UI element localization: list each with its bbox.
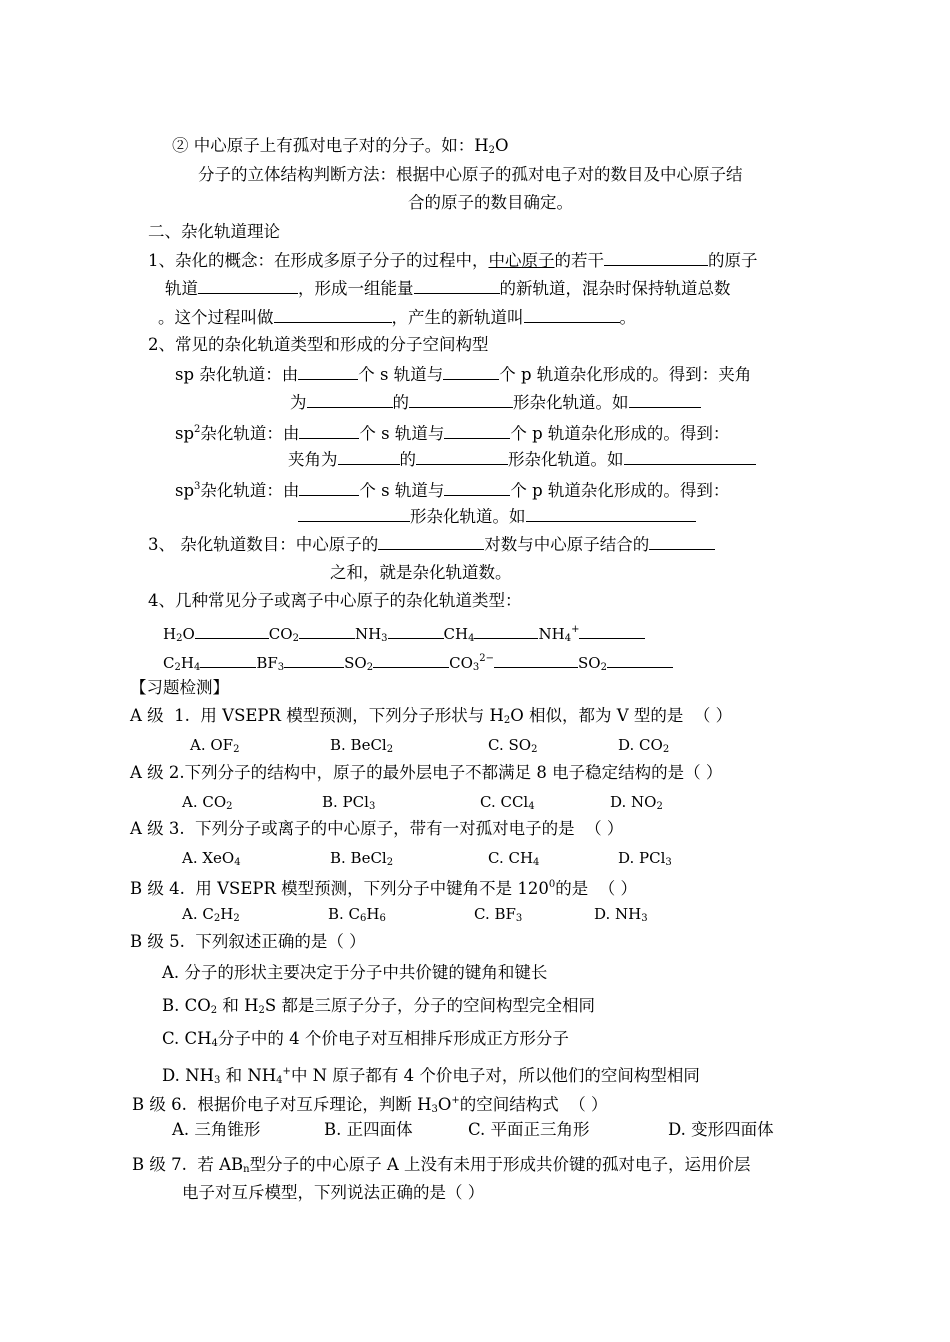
sp3-line-2: 形杂化轨道。如 (298, 505, 696, 528)
question-2: A 级 2.下列分子的结构中，原子的最外层电子不都满足 8 电子稳定结构的是（ ） (130, 763, 723, 782)
concept-line-3: 。这个过程叫做 ，产生的新轨道叫 。 (158, 308, 636, 327)
blank[interactable] (299, 422, 359, 439)
answer-paren[interactable]: （ ） (598, 879, 638, 898)
option-a[interactable]: A. 三角锥形 (172, 1120, 261, 1139)
option-b[interactable]: B. PCl$_3$ (322, 793, 376, 812)
molecule-row-1: $H_2O$ $CO_2$ $NH_3$ $CH_4$ $NH_4^+$ (163, 619, 645, 650)
question-4: B 级 4. 用 VSEPR 模型预测，下列分子中键角不是 $120^0$的是 （ ） (130, 879, 638, 898)
option-d[interactable]: D. $NH_3$ (594, 905, 648, 924)
blank[interactable] (607, 651, 673, 668)
sp2-line-1: $sp^2$杂化轨道：由 个 s 轨道与 个 p 轨道杂化形成的。得到： (175, 424, 730, 443)
sp-line-1: sp 杂化轨道：由 个 s 轨道与 个 p 轨道杂化形成的。得到：夹角 (175, 365, 752, 384)
option-b[interactable]: B. BeCl$_2$ (330, 849, 394, 868)
question-1-options (190, 734, 669, 761)
option-a[interactable]: A. XeO$_4$ (182, 849, 241, 868)
blank[interactable] (298, 505, 410, 522)
option-a[interactable]: A. $C_2H_2$ (182, 905, 240, 924)
blank[interactable] (416, 448, 508, 465)
molecule-row-2: $C_2H_4$ $BF_3$ $SO_2$ $CO_3^{2-}$ $SO_2$ (163, 648, 673, 679)
blank[interactable] (299, 622, 355, 639)
blank[interactable] (524, 306, 620, 323)
question-3: A 级 3. 下列分子或离子的中心原子，带有一对孤对电子的是 （ ） (130, 819, 624, 838)
answer-paren[interactable]: （ ） (684, 763, 723, 782)
blank[interactable] (388, 622, 444, 639)
answer-paren[interactable]: （ ） (693, 706, 733, 725)
blank[interactable] (579, 622, 645, 639)
blank[interactable] (409, 391, 513, 408)
sp-line-2: 为 的 形杂化轨道。如 (290, 391, 701, 414)
circled-number-marker: ② (172, 136, 189, 155)
option-c[interactable]: C. $BF_3$ (474, 905, 523, 924)
answer-paren[interactable]: （ ） (569, 1095, 608, 1114)
section-title: 二、杂化轨道理论 (148, 222, 280, 241)
blank[interactable] (284, 651, 344, 668)
question-5: B 级 5. 下列叙述正确的是（ ） (130, 932, 366, 951)
blank[interactable] (307, 391, 393, 408)
exercise-header: 【习题检测】 (130, 678, 229, 697)
underlined-term: 中心原子 (488, 251, 555, 270)
concept-line-2: 轨道 ，形成一组能量 的新轨道，混杂时保持轨道总数 (165, 279, 731, 298)
common-types-heading: 4、几种常见分子或离子中心原子的杂化轨道类型： (148, 591, 522, 610)
option-d[interactable]: D. 变形四面体 (668, 1120, 774, 1139)
question-5-option-a[interactable]: A. 分子的形状主要决定于分子中共价键的键角和键长 (162, 963, 548, 982)
option-d[interactable]: D. PCl$_3$ (618, 849, 672, 868)
blank[interactable] (444, 479, 510, 496)
blank[interactable] (604, 249, 708, 266)
blank[interactable] (198, 277, 298, 294)
blank[interactable] (443, 363, 499, 380)
option-c[interactable]: C. $SO_2$ (488, 736, 538, 755)
option-b[interactable]: B. 正四面体 (324, 1120, 413, 1139)
blank[interactable] (373, 651, 449, 668)
blank[interactable] (274, 306, 392, 323)
blank[interactable] (299, 479, 359, 496)
option-b[interactable]: B. BeCl$_2$ (330, 736, 394, 755)
option-c[interactable]: C. CCl$_4$ (480, 793, 535, 812)
question-2-options (182, 791, 663, 818)
sp2-line-2: 夹角为 的 形杂化轨道。如 (288, 448, 756, 471)
blank[interactable] (298, 363, 358, 380)
option-a[interactable]: A. $OF_2$ (190, 736, 240, 755)
question-1: A 级 1. 用 VSEPR 模型预测，下列分子形状与 $H_2O$ 相似，都为 V 型的是 （ ） (130, 706, 733, 726)
blank[interactable] (195, 622, 269, 639)
option-c[interactable]: C. $CH_4$ (488, 849, 540, 868)
count-line-2: 之和，就是杂化轨道数。 (330, 563, 512, 582)
question-7: B 级 7. 若 $AB_n$型分子的中心原子 A 上没有未用于形成共价键的孤对电子，运用价层 (132, 1155, 751, 1175)
count-line-1: 3、 杂化轨道数目：中心原子的 对数与中心原子结合的 (148, 533, 715, 556)
question-5-option-c[interactable]: C. $CH_4$分子中的 4 个价电子对互相排斥形成正方形分子 (162, 1029, 569, 1049)
question-5-option-b[interactable]: B. $CO_2$ 和 $H_2S$ 都是三原子分子，分子的空间构型完全相同 (162, 996, 595, 1016)
blank[interactable] (494, 651, 578, 668)
question-6: B 级 6. 根据价电子对互斥理论，判断 $H_3O^+$的空间结构式 （ ） (132, 1095, 608, 1115)
question-6-options (172, 1119, 774, 1141)
blank[interactable] (629, 391, 701, 408)
types-heading: 2、常见的杂化轨道类型和形成的分子空间构型 (148, 335, 489, 354)
option-d[interactable]: D. $NO_2$ (610, 793, 663, 812)
option-a[interactable]: A. $CO_2$ (182, 793, 233, 812)
blank[interactable] (526, 505, 696, 522)
blank[interactable] (414, 277, 500, 294)
option-d[interactable]: D. $CO_2$ (618, 736, 670, 755)
blank[interactable] (200, 651, 256, 668)
intro-line-2: 分子的立体结构判断方法：根据中心原子的孤对电子对的数目及中心原子结 (198, 165, 743, 184)
blank[interactable] (649, 533, 715, 550)
blank[interactable] (338, 448, 400, 465)
answer-paren[interactable]: （ ） (585, 819, 624, 838)
question-5-option-d[interactable]: D. $NH_3$ 和 $NH_4^+$中 N 原子都有 4 个价电子对，所以他们的空间构型相同 (162, 1066, 700, 1086)
intro-line-3: 合的原子的数目确定。 (408, 193, 573, 212)
option-b[interactable]: B. $C_6H_6$ (328, 905, 386, 924)
concept-line-1: 1、杂化的概念：在形成多原子分子的过程中，中心原子的若干 的原子 (148, 251, 758, 270)
question-7-line-2: 电子对互斥模型，下列说法正确的是（ ） (182, 1183, 485, 1202)
question-4-options (182, 903, 648, 930)
question-3-options (182, 847, 672, 874)
blank[interactable] (378, 533, 484, 550)
blank[interactable] (444, 422, 510, 439)
option-c[interactable]: C. 平面正三角形 (468, 1120, 590, 1139)
blank[interactable] (624, 448, 756, 465)
intro-line-1: ② 中心原子上有孤对电子对的分子。如：$H_2O$ (172, 136, 509, 156)
sp3-line-1: $sp^3$杂化轨道：由 个 s 轨道与 个 p 轨道杂化形成的。得到： (175, 481, 730, 500)
blank[interactable] (474, 622, 538, 639)
